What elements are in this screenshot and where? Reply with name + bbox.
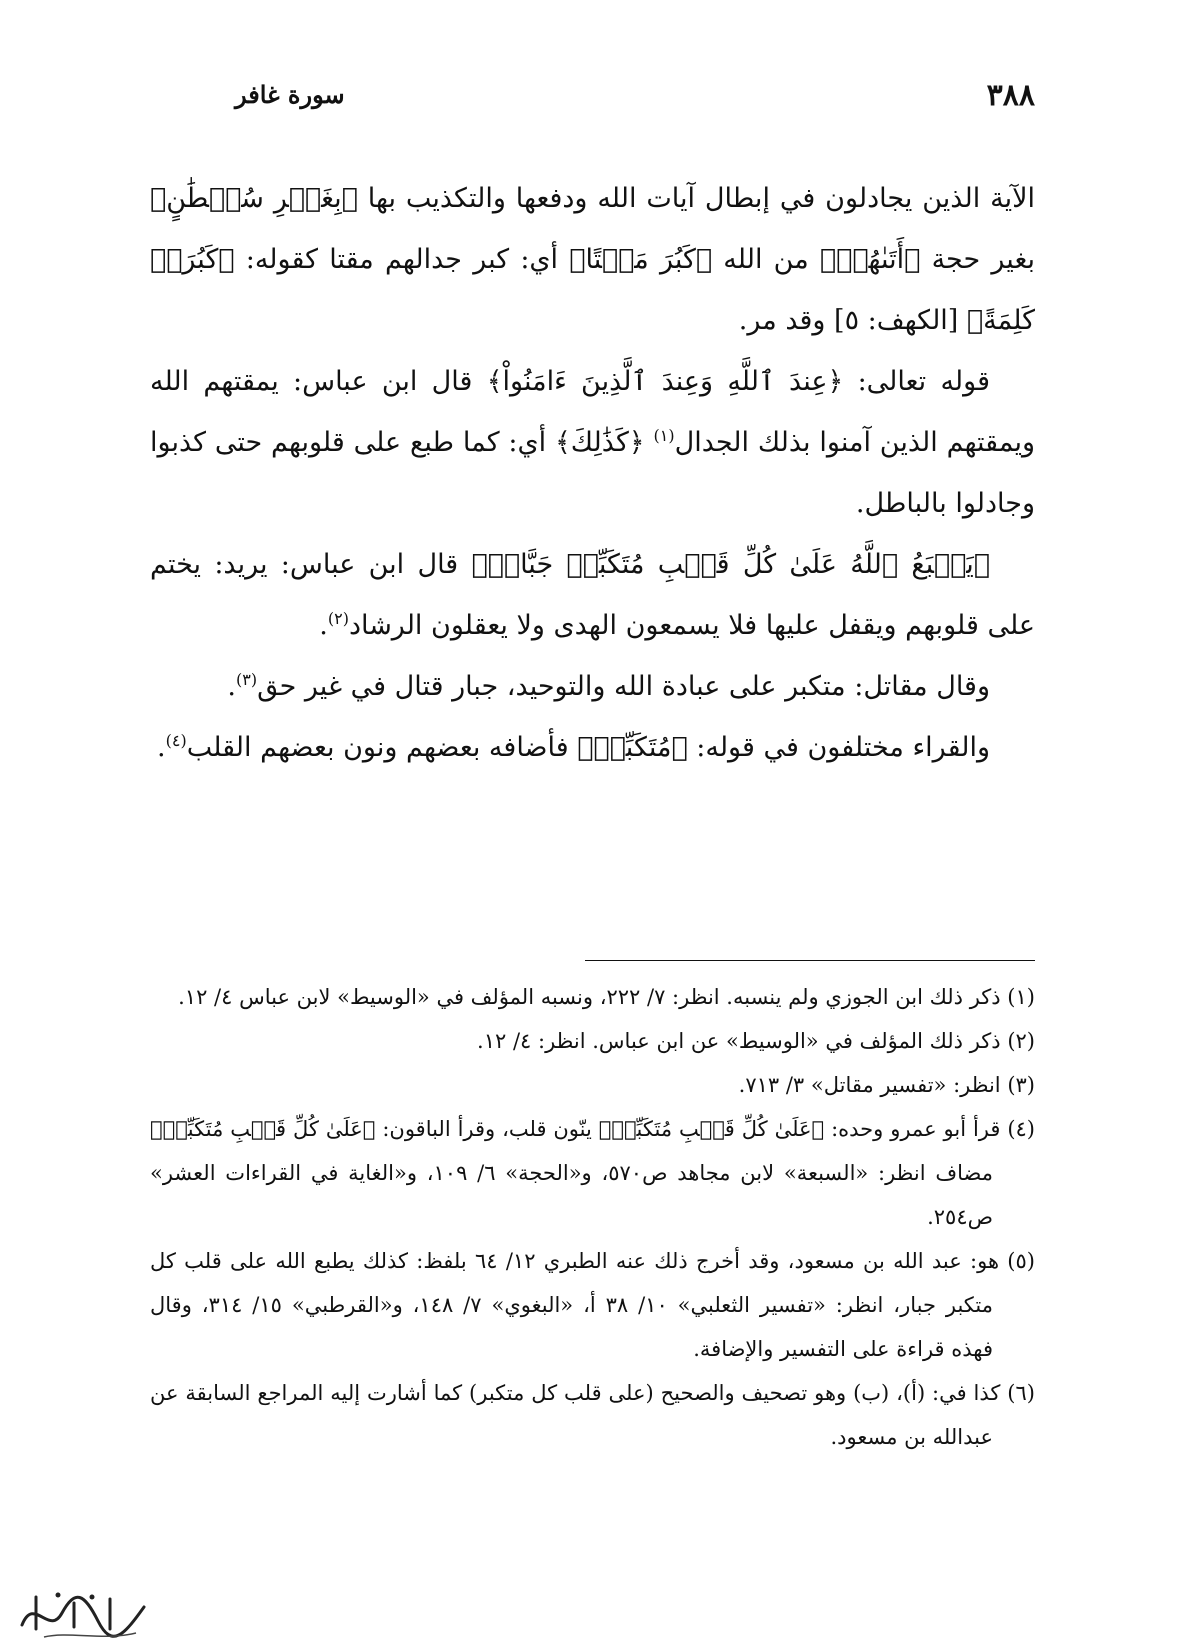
footnote-1: (١) ذكر ذلك ابن الجوزي ولم ينسبه. انظر: ٧/ ٢٢٢، ونسبه المؤلف في «الوسيط» لابن عباس ٤/ ١٢. <box>178 985 1035 1009</box>
footnote-separator <box>585 960 1035 961</box>
footnote-5: (٥) هو: عبد الله بن مسعود، وقد أخرج ذلك عنه الطبري ١٢/ ٦٤ بلفظ: كذلك يطبع الله على قلب كل متكبر جبار، انظر: «تفسير الثعلبي» ١٠/ ٣٨ أ، «البغوي» ٧/ ١٤٨، و«القرطبي» ١٥/ ٣١٤، وقال فهذه قراءة على التفسير والإضافة. <box>150 1249 1035 1361</box>
main-text <box>150 168 1035 778</box>
paragraph-3: ﴿يَطۡبَعُ ٱللَّهُ عَلَىٰ كُلِّ قَلۡبِ مُتَكَبِّرٖ جَبَّارٖ﴾ قال ابن عباس: يريد: يختم على قلوبهم ويقفل عليها فلا يسمعون الهدى ولا يعقلون الرشاد$^{(٢)}$. <box>150 549 1035 641</box>
surah-title: سورة غافر <box>235 80 345 109</box>
footnotes <box>150 975 1035 1459</box>
footnote-ref-1[interactable]: (١) <box>653 426 675 445</box>
footnote-2: (٢) ذكر ذلك المؤلف في «الوسيط» عن ابن عباس. انظر: ٤/ ١٢. <box>477 1029 1035 1053</box>
paragraph-4: وقال مقاتل: متكبر على عبادة الله والتوحيد، جبار قتال في غير حق$^{(٣)}$. <box>227 670 990 702</box>
page-header <box>0 78 1185 128</box>
footnote-ref-4[interactable]: (٤) <box>165 731 187 750</box>
footnote-4: (٤) قرأ أبو عمرو وحده: ﴿عَلَىٰ كُلِّ قَلۡبِ مُتَكَبِّرٖ﴾ ينّون قلب، وقرأ الباقون: ﴿عَلَىٰ كُلِّ قَلۡبِ مُتَكَبِّرٖ﴾ مضاف انظر: «السبعة» لابن مجاهد ص٥٧٠، و«الحجة» ٦/ ١٠٩، و«الغاية في القراءات العشر» ص٢٥٤. <box>150 1117 1035 1229</box>
footnote-3: (٣) انظر: «تفسير مقاتل» ٣/ ٧١٣. <box>738 1073 1035 1097</box>
footnote-ref-2[interactable]: (٢) <box>327 609 349 628</box>
paragraph-1: الآية الذين يجادلون في إبطال آيات الله ودفعها والتكذيب بها ﴿بِغَيۡرِ سُلۡطَٰنٍ﴾ بغير حجة ﴿أَتَىٰهُمۡ﴾ من الله ﴿كَبُرَ مَقۡتًا﴾ أي: كبر جدالهم مقتا كقوله: ﴿كَبُرَتۡ كَلِمَةً﴾ [الكهف: ٥] وقد مر. <box>150 183 1035 336</box>
paragraph-5: والقراء مختلفون في قوله: ﴿مُتَكَبِّرٖ﴾ فأضافه بعضهم ونون بعضهم القلب$^{(٤)}$. <box>157 731 990 763</box>
page-number: ٣٨٨ <box>986 78 1035 113</box>
footnote-ref-3[interactable]: (٣) <box>236 670 258 689</box>
publisher-logo-icon <box>14 1585 154 1643</box>
paragraph-2: قوله تعالى: ﴿عِندَ ٱللَّهِ وَعِندَ ٱلَّذِينَ ءَامَنُواْ﴾ قال ابن عباس: يمقتهم الله ويمقتهم الذين آمنوا بذلك الجدال$^{(١)}$ ﴿كَذَٰلِكَ﴾ أي: كما طبع على قلوبهم حتى كذبوا وجادلوا بالباطل. <box>150 366 1035 519</box>
footnote-6: (٦) كذا في: (أ)، (ب) وهو تصحيف والصحيح (على قلب كل متكبر) كما أشارت إليه المراجع السابقة عن عبدالله بن مسعود. <box>150 1381 1035 1449</box>
